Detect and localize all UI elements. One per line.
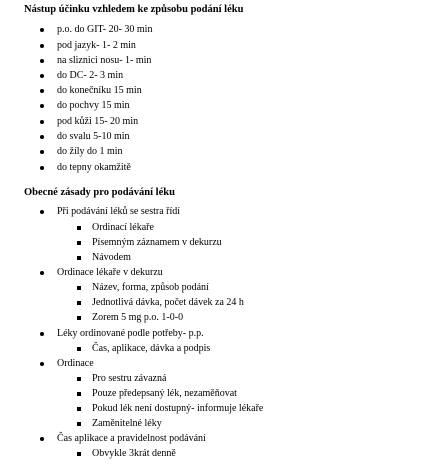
bullet-icon (40, 104, 44, 108)
list-item: do tepny okamžitě (57, 162, 131, 174)
square-bullet-icon (77, 226, 81, 230)
list-item: na sliznici nosu- 1- min (57, 55, 151, 67)
bullet-icon (40, 44, 44, 48)
bullet-icon (40, 120, 44, 124)
bullet-icon (40, 59, 44, 63)
list-item: Při podávání léků se sestra řídí (57, 206, 180, 218)
square-bullet-icon (77, 452, 81, 456)
list-item: do DC- 2- 3 min (57, 70, 123, 82)
bullet-icon (40, 166, 44, 170)
bullet-icon (40, 150, 44, 154)
sub-list-item: Zorem 5 mg p.o. 1-0-0 (92, 312, 183, 324)
bullet-icon (40, 28, 44, 32)
list-item: p.o. do GIT- 20- 30 min (57, 24, 152, 36)
square-bullet-icon (77, 301, 81, 305)
list-item: Čas aplikace a pravidelnost podávání (57, 433, 206, 445)
bullet-icon (40, 74, 44, 78)
sub-list-item: Návodem (92, 252, 131, 264)
sub-list-item: Ordinací lékaře (92, 222, 154, 234)
sub-list-item: Písemným záznamem v dekurzu (92, 237, 222, 249)
list-item: Ordinace (57, 358, 94, 370)
sub-list-item: Čas, aplikace, dávka a podpis (92, 343, 210, 355)
square-bullet-icon (77, 422, 81, 426)
list-item: pod kůži 15- 20 min (57, 116, 138, 128)
list-item: do žíly do 1 min (57, 146, 123, 158)
sub-list-item: Pokud lék není dostupný- informuje lékaře (92, 403, 263, 415)
sub-list-item: Zaměnitelné léky (92, 418, 162, 430)
square-bullet-icon (77, 286, 81, 290)
sub-list-item: Obvykle 3krát denně (92, 448, 176, 460)
list-item: do konečníku 15 min (57, 85, 142, 97)
square-bullet-icon (77, 377, 81, 381)
bullet-icon (40, 135, 44, 139)
section-heading-onset: Nástup účinku vzhledem ke způsobu podání léku (24, 4, 244, 15)
square-bullet-icon (77, 316, 81, 320)
list-item: pod jazyk- 1- 2 min (57, 40, 136, 52)
bullet-icon (40, 332, 44, 336)
list-item: do svalu 5-10 min (57, 131, 130, 143)
square-bullet-icon (77, 347, 81, 351)
bullet-icon (40, 437, 44, 441)
list-item: Ordinace lékaře v dekurzu (57, 267, 163, 279)
list-item: Léky ordinované podle potřeby- p.p. (57, 328, 204, 340)
bullet-icon (40, 271, 44, 275)
sub-list-item: Jednotlivá dávka, počet dávek za 24 h (92, 297, 244, 309)
sub-list-item: Název, forma, způsob podání (92, 282, 209, 294)
square-bullet-icon (77, 407, 81, 411)
square-bullet-icon (77, 256, 81, 260)
bullet-icon (40, 362, 44, 366)
list-item: do pochvy 15 min (57, 100, 130, 112)
bullet-icon (40, 210, 44, 214)
square-bullet-icon (77, 241, 81, 245)
section-heading-principles: Obecné zásady pro podávání léku (24, 187, 175, 198)
sub-list-item: Pouze předepsaný lék, nezaměňovat (92, 388, 237, 400)
bullet-icon (40, 89, 44, 93)
sub-list-item: Pro sestru závazná (92, 373, 166, 385)
square-bullet-icon (77, 392, 81, 396)
